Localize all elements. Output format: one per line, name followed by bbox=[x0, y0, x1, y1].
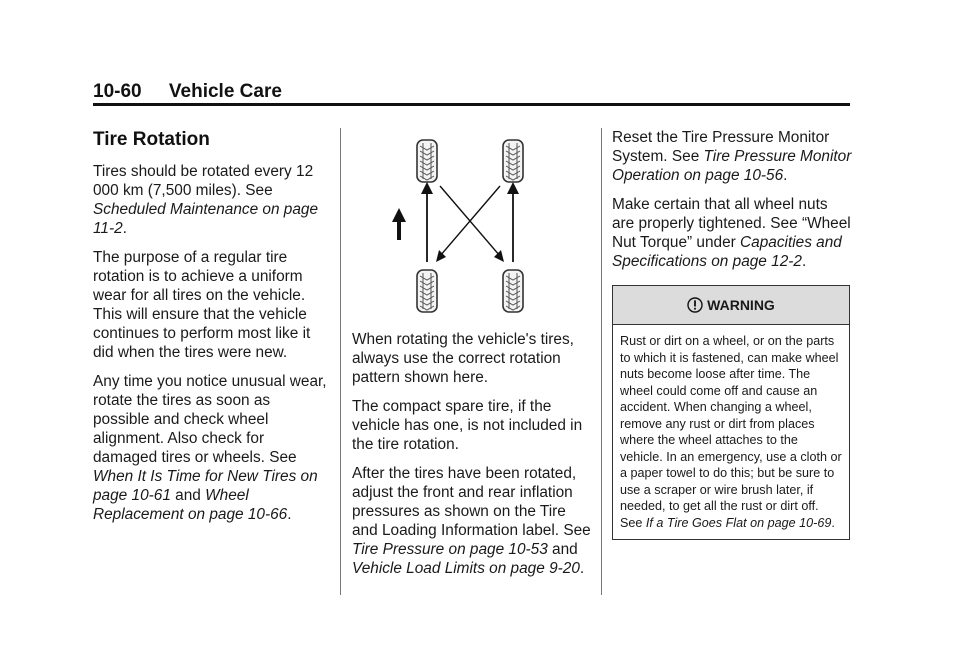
text: . bbox=[579, 560, 585, 577]
tire-icon bbox=[503, 140, 523, 182]
cross-reference-link[interactable]: If a Tire Goes Flat on page 10-69 bbox=[645, 515, 832, 530]
paragraph bbox=[612, 128, 852, 185]
cross-reference-link[interactable]: When It Is Time for New Tires on page 10-61 bbox=[93, 468, 318, 504]
section-heading: Tire Rotation bbox=[93, 129, 210, 150]
text: Make certain that all wheel nuts are properly tightened. See “Wheel Nut Torque” under bbox=[612, 196, 851, 251]
warning-box bbox=[612, 285, 850, 540]
section-title: Vehicle Care bbox=[168, 81, 282, 102]
text: . bbox=[783, 167, 788, 184]
warning-triangle-icon bbox=[687, 297, 703, 313]
column-1 bbox=[93, 128, 328, 534]
column-divider bbox=[340, 128, 341, 595]
page-header bbox=[93, 81, 282, 103]
text: . bbox=[831, 515, 835, 530]
page-number: 10-60 bbox=[93, 81, 142, 102]
column-2-text bbox=[352, 330, 592, 588]
arrow-head bbox=[421, 182, 433, 194]
text: Any time you notice unusual wear, rotate the tires as soon as possible and check wheel alignment. Also check for damaged tires or wheels. See bbox=[93, 373, 327, 466]
text: Tires should be rotated every 12 000 km (7,500 miles). See bbox=[93, 163, 314, 199]
text: Reset the Tire Pressure Monitor System. See bbox=[612, 129, 830, 165]
column-3 bbox=[612, 128, 852, 540]
paragraph bbox=[352, 464, 592, 578]
cross-reference-link[interactable]: Tire Pressure Monitor Operation on page 10-56 bbox=[612, 148, 852, 184]
arrow-head bbox=[507, 182, 519, 194]
forward-arrow-icon bbox=[392, 208, 406, 240]
text: and bbox=[547, 541, 578, 558]
paragraph: The compact spare tire, if the vehicle has one, is not included in the tire rotation. bbox=[352, 398, 583, 453]
text: . bbox=[122, 220, 127, 237]
paragraph: When rotating the vehicle's tires, always use the correct rotation pattern shown here. bbox=[352, 331, 574, 386]
tire-icon bbox=[417, 140, 437, 182]
warning-title: WARNING bbox=[707, 296, 775, 313]
header-rule bbox=[93, 103, 850, 106]
cross-reference-link[interactable]: Wheel Replacement on page 10-66 bbox=[93, 487, 288, 523]
cross-reference-link[interactable]: Capacities and Specifications on page 12-2 bbox=[612, 234, 842, 270]
text: and bbox=[170, 487, 206, 504]
paragraph bbox=[612, 195, 852, 271]
tire-rotation-diagram bbox=[352, 128, 592, 318]
warning-body bbox=[613, 325, 849, 539]
paragraph: The purpose of a regular tire rotation is to achieve a uniform wear for all tires on the vehicle. This will ensure that the vehicle continues to perform most like it did when the tires were new. bbox=[93, 249, 311, 361]
cross-reference-link[interactable]: Tire Pressure on page 10-53 bbox=[352, 541, 548, 558]
text: . bbox=[287, 506, 292, 523]
cross-reference-link[interactable]: Vehicle Load Limits on page 9-20 bbox=[352, 560, 580, 577]
column-2 bbox=[352, 128, 592, 577]
text: Rust or dirt on a wheel, or on the parts to which it is fastened, can make wheel nuts become loose after time. The wheel could come off and cause an accident. When changing a wheel, remove any rust or dirt from places where the wheel attaches to the vehicle. In an emergency, use a cloth or a paper towel to do this; but be sure to use a scraper or wire brush later, if needed, to get all the rust or dirt off. See bbox=[620, 334, 842, 530]
tire-icon bbox=[417, 270, 437, 312]
warning-header bbox=[613, 286, 849, 325]
text: After the tires have been rotated, adjust the front and rear inflation pressures as shown on the Tire and Loading Information label. See bbox=[352, 465, 591, 539]
column-divider bbox=[601, 128, 602, 595]
paragraph bbox=[93, 162, 328, 238]
tire-icon bbox=[503, 270, 523, 312]
text: . bbox=[801, 253, 807, 270]
cross-reference-link[interactable]: Scheduled Maintenance on page 11-2 bbox=[93, 201, 319, 237]
paragraph bbox=[93, 372, 328, 524]
